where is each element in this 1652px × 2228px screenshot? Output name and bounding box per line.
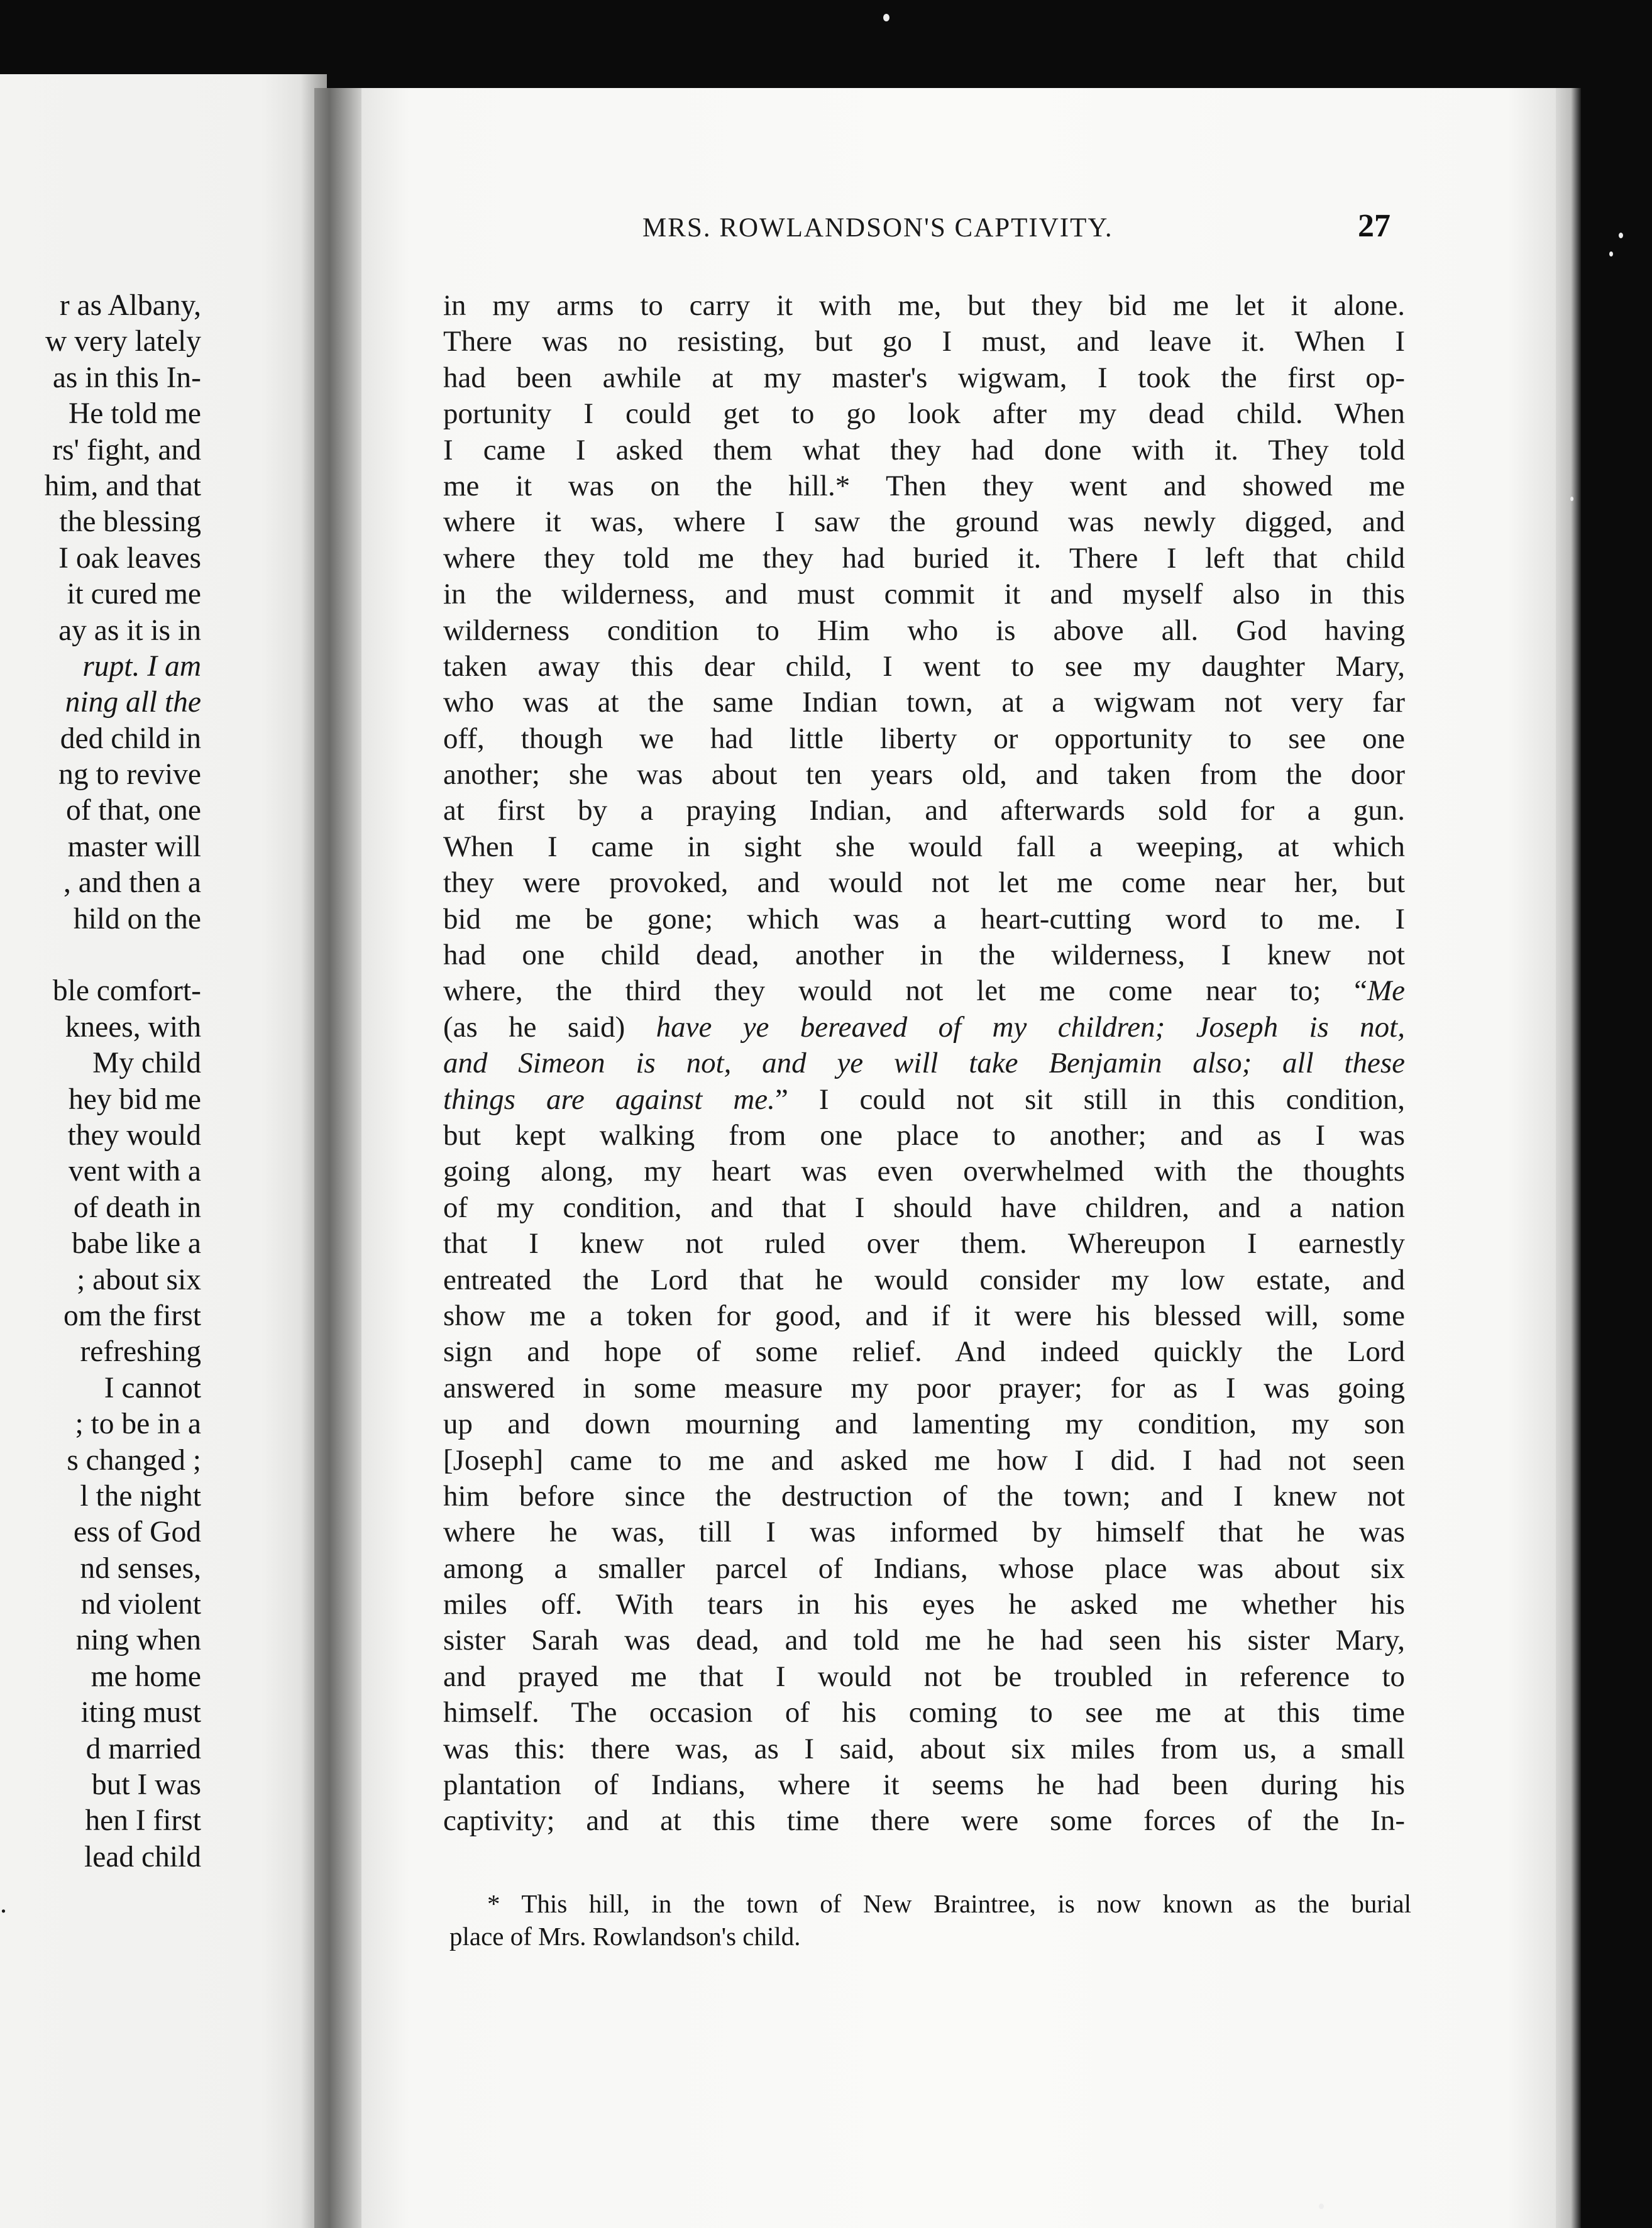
- body-line: but kept walking from one place to another; and as I was: [443, 1118, 1405, 1152]
- body-line: [443, 973, 1405, 1009]
- left-page-line: him, and that: [44, 469, 201, 502]
- left-page-line: ; to be in a: [75, 1408, 201, 1441]
- body-line: bid me be gone; which was a heart-cutting word to me. I: [443, 902, 1405, 935]
- body-line: in the wilderness, and must commit it and myself also in this: [443, 578, 1405, 611]
- body-line-text: ” I could not sit still in this condition,: [774, 1083, 1406, 1116]
- left-page-line: of that, one: [65, 794, 201, 827]
- running-head: [642, 212, 1397, 256]
- body-line: There was no resisting, but go I must, and leave it. When I: [443, 325, 1405, 358]
- left-page-line: ess of God: [73, 1516, 201, 1549]
- body-line: where they told me they had buried it. There I left that child: [443, 541, 1405, 575]
- body-line: When I came in sight she would fall a weeping, at which: [443, 830, 1405, 863]
- body-line-italic: Me: [1367, 974, 1405, 1008]
- body-line: where he was, till I was informed by himself that he was: [443, 1516, 1405, 1549]
- footnote: [449, 1887, 1411, 1953]
- left-page-line: ng to revive: [58, 758, 201, 791]
- left-page-line: r as Albany,: [59, 289, 201, 322]
- left-page-line: w very lately: [45, 325, 201, 358]
- body-line: and prayed me that I would not be troubled in reference to: [443, 1660, 1405, 1693]
- left-page-line: ble comfort-: [52, 974, 201, 1008]
- left-page-line: hild on the: [73, 902, 201, 935]
- left-page-line: [0, 937, 201, 973]
- left-page-line: My child: [92, 1047, 201, 1080]
- left-page-line: iting must: [80, 1696, 201, 1729]
- left-page-line: lead child: [84, 1840, 201, 1873]
- body-line: portunity I could get to go look after my dead child. When: [443, 397, 1405, 431]
- left-facing-page: [0, 74, 327, 2228]
- left-page-line: vent with a: [68, 1155, 201, 1188]
- body-line: [Joseph] came to me and asked me how I did. I had not seen: [443, 1443, 1405, 1477]
- body-line: [443, 1010, 1405, 1045]
- left-page-line: they would: [67, 1118, 201, 1152]
- body-line: show me a token for good, and if it were his blessed will, some: [443, 1299, 1405, 1332]
- body-text: [443, 288, 1405, 1839]
- scan-speck: [883, 14, 889, 21]
- left-page-line: me home: [91, 1660, 201, 1693]
- body-line: sister Sarah was dead, and told me he had seen his sister Mary,: [443, 1624, 1405, 1657]
- left-page-line: , and then a: [63, 866, 201, 900]
- footnote-line-1: * This hill, in the town of New Braintree, is now known as the burial: [487, 1889, 1411, 1918]
- left-page-line: ay as it is in: [58, 614, 201, 647]
- body-line: at first by a praying Indian, and afterwards sold for a gun.: [443, 794, 1405, 827]
- left-page-line: om the first: [63, 1299, 201, 1332]
- body-line: captivity; and at this time there were some forces of the In-: [443, 1804, 1405, 1838]
- left-page-line: rs' fight, and: [52, 433, 201, 466]
- body-line: in my arms to carry it with me, but they bid me let it alone.: [443, 289, 1405, 322]
- scan-speck: [1319, 2203, 1324, 2209]
- left-page-line: of death in: [73, 1191, 201, 1224]
- page-edge: [1556, 88, 1581, 2228]
- left-page-line: as in this In-: [52, 361, 201, 394]
- body-line-italic: have ye bereaved of my children; Joseph is not,: [656, 1010, 1405, 1044]
- body-line: where it was, where I saw the ground was newly digged, and: [443, 505, 1405, 539]
- left-page-line: hey bid me: [68, 1083, 201, 1116]
- left-page-line: master will: [67, 830, 201, 863]
- scan-speck: [1570, 497, 1573, 501]
- body-line: I came I asked them what they had done with it. They told: [443, 433, 1405, 466]
- body-line: up and down mourning and lamenting my condition, my son: [443, 1408, 1405, 1441]
- body-line-italic: things are against me.: [443, 1083, 775, 1116]
- body-line: had one child dead, another in the wilderness, I knew not: [443, 939, 1405, 972]
- body-line: off, though we had little liberty or opportunity to see one: [443, 722, 1405, 755]
- body-line: himself. The occasion of his coming to see me at this time: [443, 1696, 1405, 1729]
- scan-speck: [1609, 251, 1613, 256]
- body-line: plantation of Indians, where it seems he had been during his: [443, 1768, 1405, 1802]
- body-line: him before since the destruction of the town; and I knew not: [443, 1479, 1405, 1513]
- left-page-line: d married: [85, 1732, 201, 1765]
- body-line: another; she was about ten years old, and taken from the door: [443, 758, 1405, 791]
- left-page-line: ded child in: [60, 722, 201, 755]
- body-line: entreated the Lord that he would consider my low estate, and: [443, 1263, 1405, 1296]
- left-page-line: it cured me: [67, 578, 201, 611]
- body-line: they were provoked, and would not let me come near her, but: [443, 866, 1405, 900]
- left-page-line: nd violent: [80, 1588, 201, 1621]
- body-line-text: where, the third they would not let me come near to; “: [443, 974, 1367, 1008]
- left-page-line: the blessing: [59, 505, 201, 539]
- left-page-line: I oak leaves: [58, 541, 201, 575]
- left-page-line: knees, with: [65, 1010, 201, 1044]
- body-line: had been awhile at my master's wigwam, I took the first op-: [443, 361, 1405, 394]
- running-head-title: MRS. ROWLANDSON'S CAPTIVITY.: [642, 213, 1113, 243]
- footnote-line-2: place of Mrs. Rowlandson's child.: [449, 1922, 801, 1951]
- left-page-line: hen I first: [85, 1804, 201, 1838]
- body-line: among a smaller parcel of Indians, whose place was about six: [443, 1552, 1405, 1585]
- body-line: answered in some measure my poor prayer; for as I was going: [443, 1371, 1405, 1404]
- body-line: and Simeon is not, and ye will take Benjamin also; all these: [443, 1047, 1405, 1080]
- book-gutter: [314, 88, 365, 2228]
- left-page-line: I cannot: [104, 1371, 201, 1404]
- left-page-line: ; about six: [77, 1263, 201, 1296]
- body-line: going along, my heart was even overwhelmed with the thoughts: [443, 1155, 1405, 1188]
- left-page-line: ning when: [75, 1624, 201, 1657]
- left-page-line: l the night: [80, 1479, 201, 1513]
- left-page-line: s changed ;: [67, 1443, 201, 1477]
- body-line: wilderness condition to Him who is above all. God having: [443, 614, 1405, 647]
- left-page-line: ning all the: [65, 686, 201, 719]
- body-line: taken away this dear child, I went to see my daughter Mary,: [443, 649, 1405, 683]
- left-page-footer-fragment: .: [0, 1888, 7, 1919]
- body-line: me it was on the hill.* Then they went and showed me: [443, 469, 1405, 502]
- body-line: of my condition, and that I should have children, and a nation: [443, 1191, 1405, 1224]
- scan-speck: [1619, 233, 1623, 238]
- body-line-text: (as he said): [443, 1010, 656, 1044]
- body-line: was this: there was, as I said, about six miles from us, a small: [443, 1732, 1405, 1765]
- left-page-line: but I was: [91, 1768, 201, 1802]
- left-page-line: nd senses,: [80, 1552, 201, 1585]
- left-page-text: [0, 288, 201, 1875]
- left-page-line: rupt. I am: [82, 649, 201, 683]
- body-line: who was at the same Indian town, at a wigwam not very far: [443, 686, 1405, 719]
- body-line: miles off. With tears in his eyes he asked me whether his: [443, 1588, 1405, 1621]
- page-number: 27: [1358, 208, 1390, 244]
- left-page-line: refreshing: [80, 1335, 201, 1369]
- body-line: [443, 1082, 1405, 1118]
- left-page-line: He told me: [68, 397, 201, 431]
- body-line: that I knew not ruled over them. Whereupon I earnestly: [443, 1227, 1405, 1260]
- body-line: sign and hope of some relief. And indeed quickly the Lord: [443, 1335, 1405, 1369]
- left-page-line: babe like a: [72, 1227, 201, 1260]
